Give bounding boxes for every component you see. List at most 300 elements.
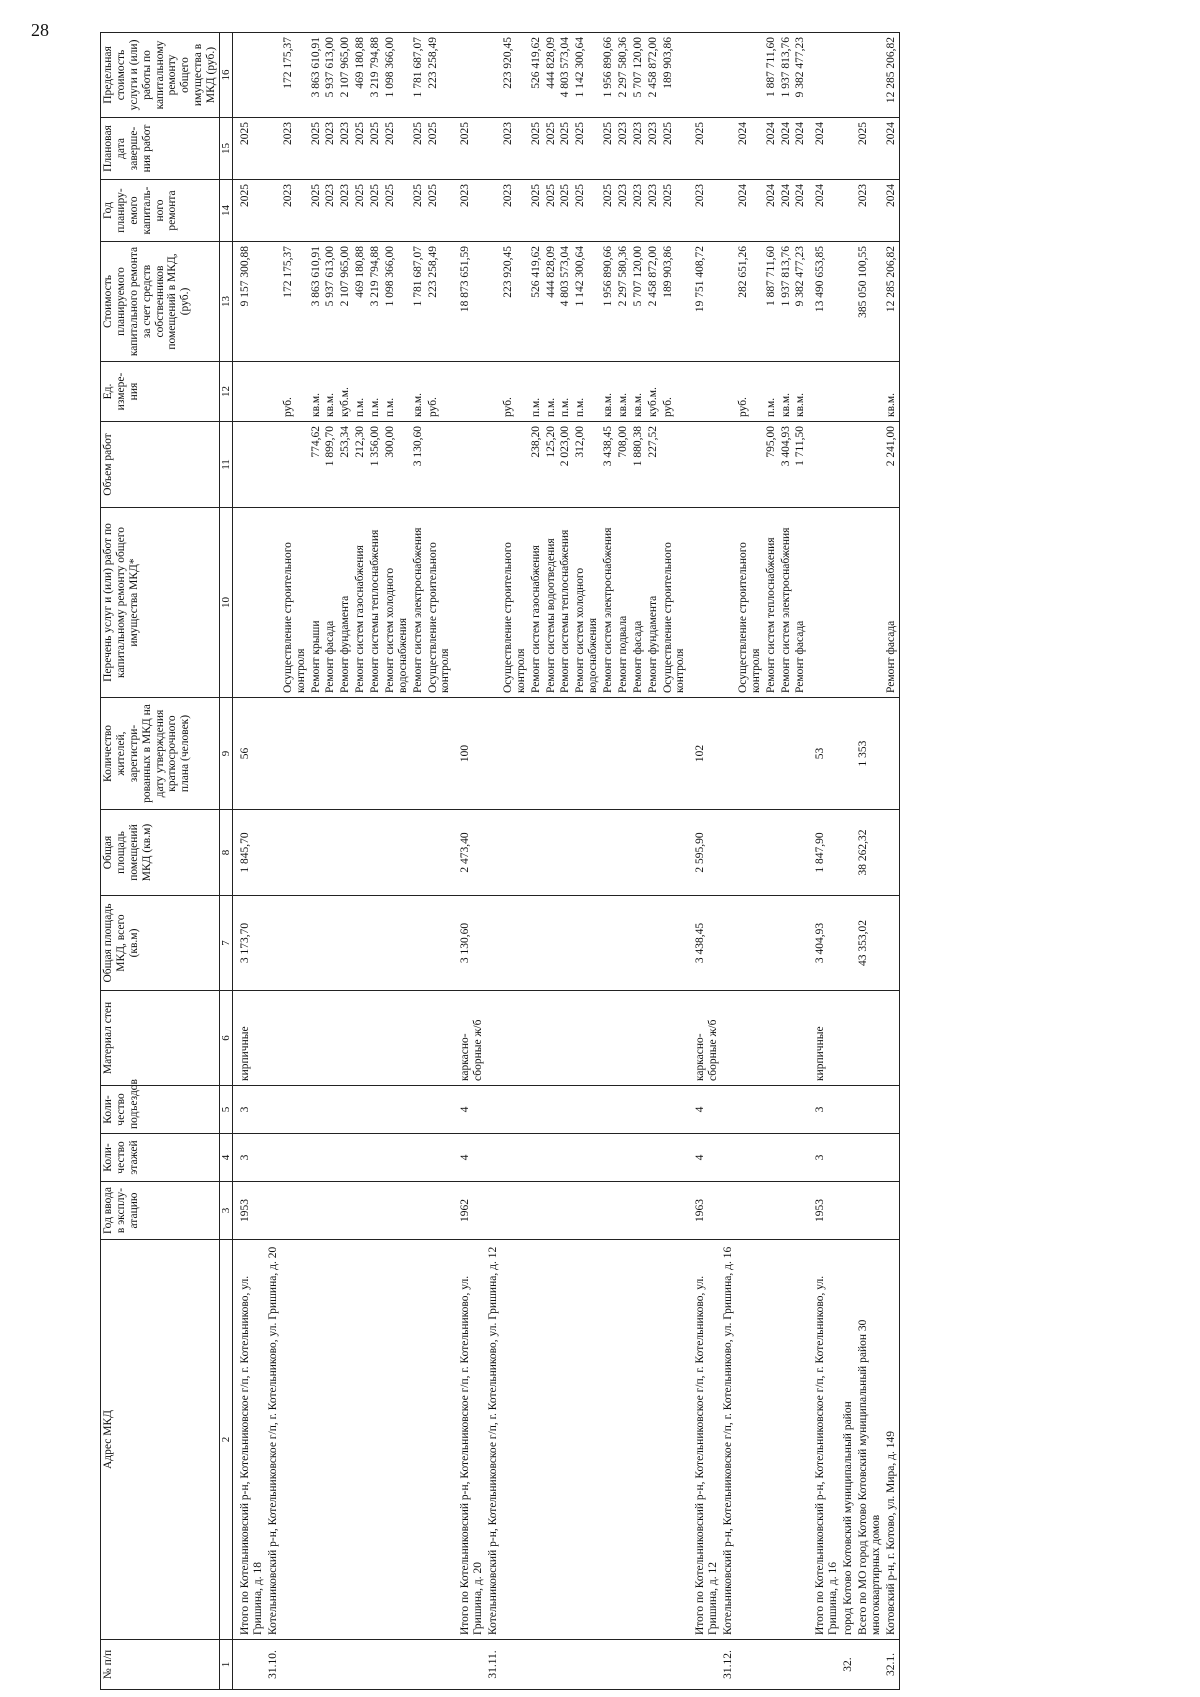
empty-cell xyxy=(486,242,501,362)
work-cost: 2 297 580,36 xyxy=(616,242,631,362)
empty-cell xyxy=(309,1086,324,1134)
empty-cell xyxy=(764,1134,779,1182)
empty-cell xyxy=(353,1240,368,1640)
empty-cell xyxy=(323,991,338,1086)
empty-cell xyxy=(338,698,353,810)
empty-cell xyxy=(486,1134,501,1182)
work-unit: кв.м. xyxy=(779,362,794,422)
summary-address: Итого по Котельниковский р-н, Котельниковское г/п, г. Котельниково, ул. Гришина, д. 18 xyxy=(233,1240,266,1640)
header-row xyxy=(101,33,220,1690)
limit-cost: 172 175,37 xyxy=(281,33,309,118)
limit-cost: 444 828,09 xyxy=(544,33,559,118)
work-name: Ремонт системы водоотведения xyxy=(544,508,559,698)
empty-cell xyxy=(573,1134,601,1182)
summary-cost: 9 157 300,88 xyxy=(233,242,266,362)
empty-cell xyxy=(558,1086,573,1134)
work-unit: кв.м. xyxy=(411,362,426,422)
column-number: 7 xyxy=(219,896,232,991)
empty-cell xyxy=(646,1086,661,1134)
empty-cell xyxy=(779,1240,794,1640)
residents-count: 100 xyxy=(453,698,486,810)
work-volume: 227,52 xyxy=(646,422,661,508)
area-premises: 2 473,40 xyxy=(453,810,486,896)
empty-cell xyxy=(764,1640,779,1690)
empty-cell xyxy=(486,698,501,810)
empty-cell xyxy=(646,1640,661,1690)
empty-cell xyxy=(266,422,281,508)
empty-cell xyxy=(736,1640,764,1690)
empty-cell xyxy=(323,1182,338,1240)
empty-cell xyxy=(486,991,501,1086)
end-year: 2025 xyxy=(383,118,411,180)
end-year: 2025 xyxy=(368,118,383,180)
empty-cell xyxy=(736,1134,764,1182)
empty-cell xyxy=(841,180,856,242)
work-row xyxy=(779,33,794,1690)
empty-cell xyxy=(529,1182,544,1240)
empty-cell xyxy=(353,1134,368,1182)
empty-cell xyxy=(266,991,281,1086)
empty-cell xyxy=(661,1086,689,1134)
summary-address: Итого по Котельниковский р-н, Котельниковское г/п, г. Котельниково, ул. Гришина, д. 12 xyxy=(688,1240,721,1640)
empty-cell xyxy=(383,810,411,896)
work-unit: п.м. xyxy=(529,362,544,422)
empty-cell xyxy=(841,1182,856,1240)
plan-year: 2024 xyxy=(884,180,899,242)
empty-cell xyxy=(808,33,841,118)
empty-cell xyxy=(426,896,454,991)
row-number: 31.10. xyxy=(266,1640,281,1690)
empty-cell xyxy=(501,1640,529,1690)
end-year: 2023 xyxy=(501,118,529,180)
work-unit: кв.м. xyxy=(601,362,616,422)
empty-cell xyxy=(486,362,501,422)
empty-cell xyxy=(501,1240,529,1640)
header-cell: Год планиру-емого капиталь-ного ремонта xyxy=(101,180,220,242)
empty-cell xyxy=(721,180,736,242)
empty-cell xyxy=(779,1086,794,1134)
end-year: 2025 xyxy=(601,118,616,180)
header-cell: Адрес МКД xyxy=(101,1240,220,1640)
area-premises: 2 595,90 xyxy=(688,810,721,896)
empty-cell xyxy=(721,896,736,991)
work-volume: 795,00 xyxy=(764,422,779,508)
empty-cell xyxy=(856,1182,884,1240)
empty-cell xyxy=(721,1086,736,1134)
limit-cost: 1 781 687,07 xyxy=(411,33,426,118)
empty-cell xyxy=(486,1182,501,1240)
empty-cell xyxy=(808,422,841,508)
work-volume: 2 023,00 xyxy=(558,422,573,508)
empty-cell xyxy=(558,896,573,991)
plan-year: 2024 xyxy=(779,180,794,242)
work-cost: 526 419,62 xyxy=(529,242,544,362)
empty-cell xyxy=(631,1086,646,1134)
empty-cell xyxy=(544,896,559,991)
end-year: 2025 xyxy=(411,118,426,180)
limit-cost: 1 956 890,66 xyxy=(601,33,616,118)
work-cost: 1 142 300,64 xyxy=(573,242,601,362)
empty-cell xyxy=(281,1640,309,1690)
empty-cell xyxy=(426,1640,454,1690)
empty-cell xyxy=(281,1086,309,1134)
work-volume: 708,00 xyxy=(616,422,631,508)
empty-cell xyxy=(601,698,616,810)
empty-cell xyxy=(764,896,779,991)
row-number: 32.1. xyxy=(884,1640,899,1690)
end-year: 2024 xyxy=(884,118,899,180)
empty-cell xyxy=(573,896,601,991)
empty-cell xyxy=(544,1134,559,1182)
end-year: 2023 xyxy=(281,118,309,180)
empty-cell xyxy=(841,422,856,508)
plan-year: 2025 xyxy=(601,180,616,242)
empty-cell xyxy=(266,1134,281,1182)
empty-cell xyxy=(616,810,631,896)
empty-cell xyxy=(501,1086,529,1134)
empty-cell xyxy=(884,991,899,1086)
empty-cell xyxy=(411,1182,426,1240)
header-cell: Объем работ xyxy=(101,422,220,508)
work-cost: 5 707 120,00 xyxy=(631,242,646,362)
empty-cell xyxy=(368,1640,383,1690)
plan-year: 2025 xyxy=(309,180,324,242)
empty-cell xyxy=(281,1134,309,1182)
work-cost: 223 258,49 xyxy=(426,242,454,362)
work-volume xyxy=(281,422,309,508)
entrances-count: 4 xyxy=(453,1086,486,1134)
empty-cell xyxy=(368,1134,383,1182)
column-number: 13 xyxy=(219,242,232,362)
entrances-count: 3 xyxy=(808,1086,841,1134)
house-row xyxy=(266,33,281,1690)
empty-cell xyxy=(411,1240,426,1640)
empty-cell xyxy=(688,1640,721,1690)
empty-cell xyxy=(453,1640,486,1690)
header-cell: Коли-чество этажей xyxy=(101,1134,220,1182)
empty-cell xyxy=(688,508,721,698)
work-volume: 3 438,45 xyxy=(601,422,616,508)
page-number: 28 xyxy=(31,20,49,40)
floors-count: 4 xyxy=(453,1134,486,1182)
plan-year: 2025 xyxy=(426,180,454,242)
work-name: Осуществление строительного контроля xyxy=(501,508,529,698)
wall-material: каркасно-сборные ж/б xyxy=(453,991,486,1086)
work-name: Ремонт фасада xyxy=(793,508,808,698)
empty-cell xyxy=(601,1182,616,1240)
empty-cell xyxy=(661,1182,689,1240)
end-year: 2025 xyxy=(529,118,544,180)
residents-count: 53 xyxy=(808,698,841,810)
work-unit: кв.м. xyxy=(793,362,808,422)
empty-cell xyxy=(453,508,486,698)
work-row xyxy=(426,33,454,1690)
end-year: 2023 xyxy=(323,118,338,180)
work-unit: руб. xyxy=(661,362,689,422)
empty-cell xyxy=(233,422,266,508)
empty-cell xyxy=(736,1240,764,1640)
work-volume xyxy=(736,422,764,508)
empty-cell xyxy=(661,1640,689,1690)
empty-cell xyxy=(309,1640,324,1690)
empty-cell xyxy=(383,1640,411,1690)
work-name: Ремонт крыши xyxy=(309,508,324,698)
work-volume: 300,00 xyxy=(383,422,411,508)
empty-cell xyxy=(616,1640,631,1690)
empty-cell xyxy=(688,422,721,508)
empty-cell xyxy=(558,698,573,810)
empty-cell xyxy=(736,1182,764,1240)
empty-cell xyxy=(368,1086,383,1134)
work-row xyxy=(368,33,383,1690)
work-cost: 1 781 687,07 xyxy=(411,242,426,362)
work-volume: 1 356,00 xyxy=(368,422,383,508)
empty-cell xyxy=(426,1240,454,1640)
empty-cell xyxy=(266,362,281,422)
column-number: 5 xyxy=(219,1086,232,1134)
empty-cell xyxy=(856,508,884,698)
area-total: 3 130,60 xyxy=(453,896,486,991)
work-row xyxy=(646,33,661,1690)
limit-cost: 223 920,45 xyxy=(501,33,529,118)
empty-cell xyxy=(486,810,501,896)
work-row xyxy=(338,33,353,1690)
empty-cell xyxy=(281,1240,309,1640)
limit-cost: 2 297 580,36 xyxy=(616,33,631,118)
empty-cell xyxy=(661,896,689,991)
end-year: 2025 xyxy=(233,118,266,180)
empty-cell xyxy=(856,1086,884,1134)
empty-cell xyxy=(383,1086,411,1134)
column-number: 16 xyxy=(219,33,232,118)
area-premises: 38 262,32 xyxy=(856,810,884,896)
empty-cell xyxy=(426,810,454,896)
end-year: 2025 xyxy=(856,118,884,180)
floors-count: 4 xyxy=(688,1134,721,1182)
wall-material: каркасно-сборные ж/б xyxy=(688,991,721,1086)
empty-cell xyxy=(338,1182,353,1240)
plan-year: 2023 xyxy=(856,180,884,242)
empty-cell xyxy=(266,1086,281,1134)
empty-cell xyxy=(856,362,884,422)
empty-cell xyxy=(426,991,454,1086)
work-cost: 2 458 872,00 xyxy=(646,242,661,362)
work-row xyxy=(544,33,559,1690)
summary-row xyxy=(453,33,486,1690)
empty-cell xyxy=(338,1240,353,1640)
empty-cell xyxy=(383,1240,411,1640)
empty-cell xyxy=(281,810,309,896)
work-volume: 3 404,93 xyxy=(779,422,794,508)
empty-cell xyxy=(281,896,309,991)
empty-cell xyxy=(368,698,383,810)
row-number: 31.12. xyxy=(721,1640,736,1690)
work-unit: п.м. xyxy=(544,362,559,422)
empty-cell xyxy=(426,698,454,810)
empty-cell xyxy=(736,896,764,991)
empty-cell xyxy=(558,991,573,1086)
header-cell: Перечень услуг и (или) работ по капитальному ремонту общего имущества МКД* xyxy=(101,508,220,698)
empty-cell xyxy=(486,33,501,118)
empty-cell xyxy=(529,698,544,810)
empty-cell xyxy=(233,33,266,118)
plan-year: 2025 xyxy=(353,180,368,242)
empty-cell xyxy=(721,362,736,422)
empty-cell xyxy=(721,422,736,508)
work-cost: 2 107 965,00 xyxy=(338,242,353,362)
empty-cell xyxy=(808,508,841,698)
empty-cell xyxy=(501,991,529,1086)
empty-cell xyxy=(338,991,353,1086)
work-name: Осуществление строительного контроля xyxy=(661,508,689,698)
work-volume: 1 880,38 xyxy=(631,422,646,508)
work-unit: кв.м. xyxy=(631,362,646,422)
empty-cell xyxy=(323,698,338,810)
house-row xyxy=(486,33,501,1690)
empty-cell xyxy=(631,991,646,1086)
end-year: 2023 xyxy=(338,118,353,180)
commission-year: 1963 xyxy=(688,1182,721,1240)
empty-cell xyxy=(411,698,426,810)
empty-cell xyxy=(558,1134,573,1182)
work-unit: куб.м. xyxy=(646,362,661,422)
empty-cell xyxy=(764,1086,779,1134)
empty-cell xyxy=(601,1086,616,1134)
work-cost: 4 803 573,04 xyxy=(558,242,573,362)
work-name: Ремонт систем газоснабжения xyxy=(353,508,368,698)
end-year: 2024 xyxy=(808,118,841,180)
work-name: Осуществление строительного контроля xyxy=(281,508,309,698)
empty-cell xyxy=(793,1240,808,1640)
empty-cell xyxy=(573,1182,601,1240)
plan-year: 2025 xyxy=(573,180,601,242)
plan-year: 2025 xyxy=(544,180,559,242)
empty-cell xyxy=(688,33,721,118)
work-row xyxy=(601,33,616,1690)
limit-cost: 189 903,86 xyxy=(661,33,689,118)
work-name: Ремонт подвала xyxy=(616,508,631,698)
total-row xyxy=(856,33,884,1690)
empty-cell xyxy=(793,896,808,991)
empty-cell xyxy=(529,1640,544,1690)
work-name: Осуществление строительного контроля xyxy=(736,508,764,698)
work-unit: п.м. xyxy=(558,362,573,422)
empty-cell xyxy=(323,810,338,896)
empty-cell xyxy=(793,810,808,896)
empty-cell xyxy=(486,118,501,180)
empty-cell xyxy=(368,810,383,896)
column-number: 12 xyxy=(219,362,232,422)
empty-cell xyxy=(323,1640,338,1690)
empty-cell xyxy=(368,1240,383,1640)
work-row xyxy=(323,33,338,1690)
plan-year: 2023 xyxy=(688,180,721,242)
empty-cell xyxy=(338,1086,353,1134)
empty-cell xyxy=(558,1640,573,1690)
plan-year: 2023 xyxy=(323,180,338,242)
column-number: 15 xyxy=(219,118,232,180)
end-year: 2025 xyxy=(558,118,573,180)
empty-cell xyxy=(558,1240,573,1640)
work-row xyxy=(281,33,309,1690)
work-unit: кв.м. xyxy=(616,362,631,422)
empty-cell xyxy=(309,698,324,810)
work-volume: 212,30 xyxy=(353,422,368,508)
empty-cell xyxy=(631,1134,646,1182)
empty-cell xyxy=(411,1086,426,1134)
empty-cell xyxy=(646,1134,661,1182)
commission-year: 1953 xyxy=(808,1182,841,1240)
plan-year: 2024 xyxy=(808,180,841,242)
empty-cell xyxy=(266,698,281,810)
empty-cell xyxy=(856,1640,884,1690)
empty-cell xyxy=(486,896,501,991)
end-year: 2025 xyxy=(544,118,559,180)
empty-cell xyxy=(266,1182,281,1240)
limit-cost: 1 098 366,00 xyxy=(383,33,411,118)
work-name: Ремонт систем электроснабжения xyxy=(411,508,426,698)
work-unit: кв.м. xyxy=(309,362,324,422)
empty-cell xyxy=(721,991,736,1086)
empty-cell xyxy=(793,1640,808,1690)
empty-cell xyxy=(266,118,281,180)
end-year: 2025 xyxy=(453,118,486,180)
work-name: Ремонт фасада xyxy=(884,508,899,698)
empty-cell xyxy=(646,810,661,896)
work-name: Ремонт фасада xyxy=(631,508,646,698)
work-volume: 125,20 xyxy=(544,422,559,508)
plan-year: 2023 xyxy=(616,180,631,242)
empty-cell xyxy=(544,1240,559,1640)
empty-cell xyxy=(616,1086,631,1134)
empty-cell xyxy=(631,896,646,991)
work-row xyxy=(309,33,324,1690)
work-row xyxy=(353,33,368,1690)
work-volume xyxy=(661,422,689,508)
plan-year: 2024 xyxy=(793,180,808,242)
work-volume: 1 711,50 xyxy=(793,422,808,508)
empty-cell xyxy=(616,1182,631,1240)
empty-cell xyxy=(616,991,631,1086)
empty-cell xyxy=(721,1182,736,1240)
house-row xyxy=(884,33,899,1690)
empty-cell xyxy=(808,1640,841,1690)
empty-cell xyxy=(736,698,764,810)
entrances-count: 3 xyxy=(233,1086,266,1134)
empty-cell xyxy=(233,508,266,698)
work-cost: 12 285 206,82 xyxy=(884,242,899,362)
work-cost: 9 382 477,23 xyxy=(793,242,808,362)
empty-cell xyxy=(779,698,794,810)
header-cell: Количество жителей, зарегистри-рованных в МКД на дату утверждения краткосрочного плана (человек) xyxy=(101,698,220,810)
empty-cell xyxy=(338,896,353,991)
empty-cell xyxy=(779,1640,794,1690)
work-name: Ремонт системы теплоснабжения xyxy=(368,508,383,698)
plan-year: 2025 xyxy=(558,180,573,242)
end-year: 2025 xyxy=(353,118,368,180)
empty-cell xyxy=(501,698,529,810)
empty-cell xyxy=(383,991,411,1086)
limit-cost: 2 107 965,00 xyxy=(338,33,353,118)
empty-cell xyxy=(601,991,616,1086)
empty-cell xyxy=(486,508,501,698)
empty-cell xyxy=(558,1182,573,1240)
column-number: 14 xyxy=(219,180,232,242)
work-unit: п.м. xyxy=(764,362,779,422)
empty-cell xyxy=(353,1640,368,1690)
empty-cell xyxy=(266,180,281,242)
work-unit: руб. xyxy=(426,362,454,422)
